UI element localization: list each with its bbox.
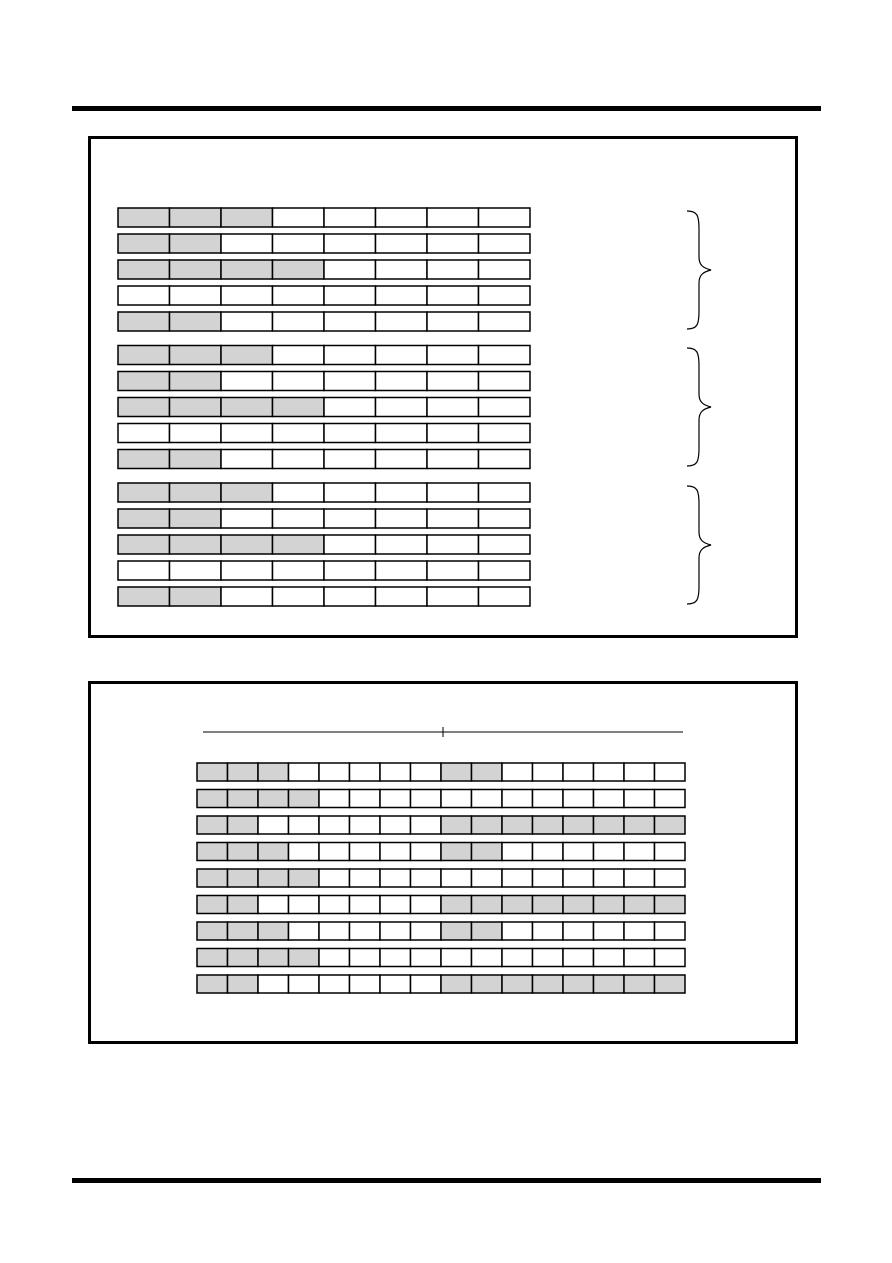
fig2-cell-r9-c14 bbox=[594, 975, 625, 993]
figure-2-cell-grid bbox=[91, 684, 795, 1041]
fig1-cell-g3-r4-c1 bbox=[118, 561, 170, 580]
fig1-cell-g1-r5-c8 bbox=[479, 312, 531, 331]
fig2-cell-r6-c4 bbox=[289, 896, 320, 914]
fig2-cell-r1-c7 bbox=[380, 763, 411, 781]
fig2-cell-r8-c5 bbox=[319, 949, 350, 967]
fig2-cell-r2-c14 bbox=[594, 790, 625, 808]
fig2-cell-r4-c11 bbox=[502, 843, 533, 861]
fig1-cell-g1-r2-c6 bbox=[376, 234, 428, 253]
fig1-cell-g1-r4-c1 bbox=[118, 286, 170, 305]
group-1-brace bbox=[681, 209, 721, 331]
fig1-cell-g2-r1-c3 bbox=[221, 346, 273, 365]
fig1-cell-g1-r5-c3 bbox=[221, 312, 273, 331]
fig1-cell-g2-r4-c6 bbox=[376, 424, 428, 443]
fig2-cell-r3-c6 bbox=[350, 816, 381, 834]
fig2-cell-r8-c7 bbox=[380, 949, 411, 967]
fig2-cell-r5-c3 bbox=[258, 869, 289, 887]
fig2-cell-r6-c16 bbox=[655, 896, 686, 914]
top-rule bbox=[72, 106, 821, 111]
fig1-cell-g1-r3-c5 bbox=[324, 260, 376, 279]
fig2-cell-r1-c2 bbox=[228, 763, 259, 781]
fig2-cell-r7-c8 bbox=[411, 922, 442, 940]
fig2-cell-r8-c16 bbox=[655, 949, 686, 967]
fig1-cell-g3-r1-c8 bbox=[479, 483, 531, 502]
fig2-cell-r5-c8 bbox=[411, 869, 442, 887]
fig1-cell-g3-r5-c1 bbox=[118, 587, 170, 606]
fig1-cell-g3-r2-c1 bbox=[118, 509, 170, 528]
fig2-cell-r7-c12 bbox=[533, 922, 564, 940]
fig1-cell-g3-r5-c2 bbox=[170, 587, 222, 606]
fig2-cell-r1-c5 bbox=[319, 763, 350, 781]
fig2-cell-r1-c15 bbox=[624, 763, 655, 781]
fig2-cell-r5-c7 bbox=[380, 869, 411, 887]
fig1-cell-g2-r2-c7 bbox=[427, 372, 479, 391]
fig1-cell-g3-r3-c3 bbox=[221, 535, 273, 554]
fig2-cell-r3-c12 bbox=[533, 816, 564, 834]
fig1-cell-g2-r4-c2 bbox=[170, 424, 222, 443]
fig1-cell-g2-r5-c5 bbox=[324, 450, 376, 469]
fig1-cell-g1-r2-c5 bbox=[324, 234, 376, 253]
fig1-cell-g2-r1-c7 bbox=[427, 346, 479, 365]
fig1-cell-g2-r5-c8 bbox=[479, 450, 531, 469]
fig1-cell-g2-r1-c5 bbox=[324, 346, 376, 365]
fig2-cell-r8-c4 bbox=[289, 949, 320, 967]
fig2-cell-r6-c8 bbox=[411, 896, 442, 914]
fig2-cell-r7-c11 bbox=[502, 922, 533, 940]
fig1-cell-g1-r5-c7 bbox=[427, 312, 479, 331]
fig2-cell-r5-c15 bbox=[624, 869, 655, 887]
fig2-cell-r9-c16 bbox=[655, 975, 686, 993]
fig1-cell-g2-r4-c7 bbox=[427, 424, 479, 443]
fig2-cell-r6-c14 bbox=[594, 896, 625, 914]
fig2-cell-r3-c8 bbox=[411, 816, 442, 834]
fig1-cell-g2-r3-c1 bbox=[118, 398, 170, 417]
fig2-cell-r9-c1 bbox=[197, 975, 228, 993]
fig2-cell-r7-c4 bbox=[289, 922, 320, 940]
fig2-cell-r9-c11 bbox=[502, 975, 533, 993]
fig2-cell-r1-c1 bbox=[197, 763, 228, 781]
fig1-cell-g2-r1-c6 bbox=[376, 346, 428, 365]
fig2-cell-r2-c11 bbox=[502, 790, 533, 808]
fig2-cell-r2-c3 bbox=[258, 790, 289, 808]
fig2-cell-r9-c7 bbox=[380, 975, 411, 993]
group-3-brace bbox=[681, 484, 721, 606]
fig1-cell-g1-r1-c2 bbox=[170, 208, 222, 227]
fig1-cell-g2-r2-c6 bbox=[376, 372, 428, 391]
fig1-cell-g3-r3-c4 bbox=[273, 535, 325, 554]
fig2-cell-r4-c10 bbox=[472, 843, 503, 861]
figure-1-frame bbox=[88, 136, 798, 638]
fig2-cell-r3-c16 bbox=[655, 816, 686, 834]
fig1-cell-g2-r1-c2 bbox=[170, 346, 222, 365]
fig1-cell-g1-r4-c7 bbox=[427, 286, 479, 305]
fig1-cell-g3-r4-c6 bbox=[376, 561, 428, 580]
fig1-cell-g2-r4-c4 bbox=[273, 424, 325, 443]
fig1-cell-g1-r2-c2 bbox=[170, 234, 222, 253]
fig1-cell-g1-r4-c8 bbox=[479, 286, 531, 305]
fig2-cell-r9-c8 bbox=[411, 975, 442, 993]
fig1-cell-g2-r4-c3 bbox=[221, 424, 273, 443]
fig2-cell-r7-c9 bbox=[441, 922, 472, 940]
fig2-cell-r6-c3 bbox=[258, 896, 289, 914]
fig2-cell-r5-c12 bbox=[533, 869, 564, 887]
fig1-cell-g3-r2-c6 bbox=[376, 509, 428, 528]
fig2-cell-r7-c14 bbox=[594, 922, 625, 940]
fig2-cell-r1-c12 bbox=[533, 763, 564, 781]
fig1-cell-g2-r3-c2 bbox=[170, 398, 222, 417]
fig2-cell-r9-c5 bbox=[319, 975, 350, 993]
fig2-cell-r4-c1 bbox=[197, 843, 228, 861]
fig1-cell-g3-r2-c5 bbox=[324, 509, 376, 528]
fig2-cell-r9-c4 bbox=[289, 975, 320, 993]
fig2-cell-r3-c7 bbox=[380, 816, 411, 834]
fig1-cell-g2-r5-c6 bbox=[376, 450, 428, 469]
fig2-cell-r7-c1 bbox=[197, 922, 228, 940]
fig1-cell-g3-r4-c2 bbox=[170, 561, 222, 580]
fig2-cell-r9-c12 bbox=[533, 975, 564, 993]
fig1-cell-g2-r4-c1 bbox=[118, 424, 170, 443]
fig2-cell-r5-c1 bbox=[197, 869, 228, 887]
fig1-cell-g1-r4-c3 bbox=[221, 286, 273, 305]
fig1-cell-g2-r5-c4 bbox=[273, 450, 325, 469]
fig1-cell-g1-r4-c4 bbox=[273, 286, 325, 305]
fig1-cell-g2-r4-c8 bbox=[479, 424, 531, 443]
fig2-cell-r4-c13 bbox=[563, 843, 594, 861]
fig2-cell-r2-c6 bbox=[350, 790, 381, 808]
fig2-cell-r8-c13 bbox=[563, 949, 594, 967]
fig1-cell-g3-r1-c6 bbox=[376, 483, 428, 502]
fig2-cell-r2-c8 bbox=[411, 790, 442, 808]
fig1-cell-g3-r3-c1 bbox=[118, 535, 170, 554]
fig1-cell-g3-r2-c2 bbox=[170, 509, 222, 528]
fig2-cell-r2-c7 bbox=[380, 790, 411, 808]
fig2-cell-r4-c9 bbox=[441, 843, 472, 861]
fig1-cell-g3-r5-c4 bbox=[273, 587, 325, 606]
fig1-cell-g1-r2-c3 bbox=[221, 234, 273, 253]
fig2-cell-r5-c10 bbox=[472, 869, 503, 887]
fig1-cell-g3-r3-c7 bbox=[427, 535, 479, 554]
fig2-cell-r7-c6 bbox=[350, 922, 381, 940]
fig2-cell-r5-c14 bbox=[594, 869, 625, 887]
fig2-cell-r6-c15 bbox=[624, 896, 655, 914]
fig2-cell-r8-c6 bbox=[350, 949, 381, 967]
fig2-cell-r1-c10 bbox=[472, 763, 503, 781]
fig1-cell-g1-r1-c3 bbox=[221, 208, 273, 227]
fig2-cell-r6-c11 bbox=[502, 896, 533, 914]
fig1-cell-g3-r3-c5 bbox=[324, 535, 376, 554]
fig2-cell-r5-c2 bbox=[228, 869, 259, 887]
fig2-cell-r3-c14 bbox=[594, 816, 625, 834]
fig2-cell-r2-c9 bbox=[441, 790, 472, 808]
fig2-cell-r7-c5 bbox=[319, 922, 350, 940]
fig1-cell-g3-r5-c3 bbox=[221, 587, 273, 606]
fig1-cell-g2-r5-c1 bbox=[118, 450, 170, 469]
fig1-cell-g1-r3-c6 bbox=[376, 260, 428, 279]
fig2-cell-r5-c5 bbox=[319, 869, 350, 887]
fig2-cell-r5-c13 bbox=[563, 869, 594, 887]
fig2-cell-r4-c15 bbox=[624, 843, 655, 861]
fig2-cell-r8-c10 bbox=[472, 949, 503, 967]
fig1-cell-g3-r1-c1 bbox=[118, 483, 170, 502]
fig1-cell-g3-r2-c8 bbox=[479, 509, 531, 528]
fig1-cell-g3-r3-c2 bbox=[170, 535, 222, 554]
fig2-cell-r7-c3 bbox=[258, 922, 289, 940]
fig2-cell-r8-c9 bbox=[441, 949, 472, 967]
fig2-cell-r8-c3 bbox=[258, 949, 289, 967]
fig2-cell-r3-c15 bbox=[624, 816, 655, 834]
fig2-cell-r3-c13 bbox=[563, 816, 594, 834]
fig1-cell-g2-r2-c5 bbox=[324, 372, 376, 391]
fig2-cell-r5-c16 bbox=[655, 869, 686, 887]
fig2-cell-r4-c7 bbox=[380, 843, 411, 861]
fig2-cell-r1-c9 bbox=[441, 763, 472, 781]
fig1-cell-g2-r3-c8 bbox=[479, 398, 531, 417]
fig1-cell-g1-r3-c8 bbox=[479, 260, 531, 279]
fig2-cell-r8-c2 bbox=[228, 949, 259, 967]
fig2-cell-r8-c12 bbox=[533, 949, 564, 967]
fig1-cell-g3-r5-c6 bbox=[376, 587, 428, 606]
fig2-cell-r4-c12 bbox=[533, 843, 564, 861]
fig1-cell-g1-r4-c6 bbox=[376, 286, 428, 305]
fig2-cell-r7-c2 bbox=[228, 922, 259, 940]
fig1-cell-g1-r3-c7 bbox=[427, 260, 479, 279]
fig1-cell-g1-r1-c6 bbox=[376, 208, 428, 227]
fig2-cell-r9-c15 bbox=[624, 975, 655, 993]
fig2-cell-r5-c11 bbox=[502, 869, 533, 887]
fig1-cell-g1-r2-c8 bbox=[479, 234, 531, 253]
fig2-cell-r4-c5 bbox=[319, 843, 350, 861]
fig2-cell-r1-c11 bbox=[502, 763, 533, 781]
fig2-cell-r4-c16 bbox=[655, 843, 686, 861]
fig1-cell-g3-r1-c5 bbox=[324, 483, 376, 502]
fig2-cell-r1-c8 bbox=[411, 763, 442, 781]
fig1-cell-g2-r5-c2 bbox=[170, 450, 222, 469]
fig1-cell-g1-r4-c5 bbox=[324, 286, 376, 305]
fig2-cell-r2-c5 bbox=[319, 790, 350, 808]
fig1-cell-g2-r1-c4 bbox=[273, 346, 325, 365]
fig1-cell-g3-r5-c5 bbox=[324, 587, 376, 606]
fig2-cell-r4-c6 bbox=[350, 843, 381, 861]
fig1-cell-g2-r5-c7 bbox=[427, 450, 479, 469]
fig2-cell-r1-c3 bbox=[258, 763, 289, 781]
fig1-cell-g1-r3-c3 bbox=[221, 260, 273, 279]
fig1-cell-g2-r2-c2 bbox=[170, 372, 222, 391]
fig1-cell-g1-r2-c4 bbox=[273, 234, 325, 253]
fig1-cell-g3-r2-c4 bbox=[273, 509, 325, 528]
fig1-cell-g2-r3-c5 bbox=[324, 398, 376, 417]
bottom-rule bbox=[72, 1178, 821, 1183]
fig2-cell-r9-c10 bbox=[472, 975, 503, 993]
fig1-cell-g2-r2-c8 bbox=[479, 372, 531, 391]
fig1-cell-g2-r2-c1 bbox=[118, 372, 170, 391]
fig2-cell-r5-c6 bbox=[350, 869, 381, 887]
fig2-cell-r8-c8 bbox=[411, 949, 442, 967]
fig2-cell-r1-c6 bbox=[350, 763, 381, 781]
fig2-cell-r6-c9 bbox=[441, 896, 472, 914]
fig1-cell-g2-r2-c4 bbox=[273, 372, 325, 391]
fig2-cell-r8-c15 bbox=[624, 949, 655, 967]
fig1-cell-g1-r3-c4 bbox=[273, 260, 325, 279]
fig1-cell-g2-r2-c3 bbox=[221, 372, 273, 391]
fig2-cell-r3-c10 bbox=[472, 816, 503, 834]
fig1-cell-g1-r1-c7 bbox=[427, 208, 479, 227]
fig1-cell-g2-r5-c3 bbox=[221, 450, 273, 469]
fig1-cell-g1-r3-c1 bbox=[118, 260, 170, 279]
fig2-cell-r7-c16 bbox=[655, 922, 686, 940]
fig2-cell-r3-c3 bbox=[258, 816, 289, 834]
fig1-cell-g2-r1-c1 bbox=[118, 346, 170, 365]
fig2-cell-r3-c1 bbox=[197, 816, 228, 834]
fig2-cell-r5-c9 bbox=[441, 869, 472, 887]
fig1-cell-g2-r3-c7 bbox=[427, 398, 479, 417]
fig2-cell-r9-c6 bbox=[350, 975, 381, 993]
fig2-cell-r9-c13 bbox=[563, 975, 594, 993]
fig2-cell-r7-c15 bbox=[624, 922, 655, 940]
fig2-cell-r2-c2 bbox=[228, 790, 259, 808]
fig2-cell-r3-c4 bbox=[289, 816, 320, 834]
fig2-cell-r1-c16 bbox=[655, 763, 686, 781]
fig2-cell-r3-c11 bbox=[502, 816, 533, 834]
fig1-cell-g2-r3-c6 bbox=[376, 398, 428, 417]
fig2-cell-r9-c3 bbox=[258, 975, 289, 993]
fig1-cell-g3-r2-c7 bbox=[427, 509, 479, 528]
fig2-cell-r6-c1 bbox=[197, 896, 228, 914]
fig1-cell-g3-r5-c8 bbox=[479, 587, 531, 606]
fig2-cell-r4-c4 bbox=[289, 843, 320, 861]
fig2-cell-r6-c5 bbox=[319, 896, 350, 914]
fig2-cell-r1-c13 bbox=[563, 763, 594, 781]
fig2-cell-r4-c14 bbox=[594, 843, 625, 861]
fig2-cell-r7-c10 bbox=[472, 922, 503, 940]
fig2-cell-r8-c14 bbox=[594, 949, 625, 967]
fig2-cell-r6-c10 bbox=[472, 896, 503, 914]
fig1-cell-g3-r5-c7 bbox=[427, 587, 479, 606]
fig2-cell-r3-c9 bbox=[441, 816, 472, 834]
fig1-cell-g3-r2-c3 bbox=[221, 509, 273, 528]
fig1-cell-g1-r1-c1 bbox=[118, 208, 170, 227]
fig2-cell-r8-c11 bbox=[502, 949, 533, 967]
fig2-cell-r2-c1 bbox=[197, 790, 228, 808]
fig1-cell-g3-r1-c7 bbox=[427, 483, 479, 502]
fig2-cell-r3-c5 bbox=[319, 816, 350, 834]
fig2-cell-r6-c7 bbox=[380, 896, 411, 914]
fig1-cell-g1-r1-c8 bbox=[479, 208, 531, 227]
fig1-cell-g1-r3-c2 bbox=[170, 260, 222, 279]
fig2-cell-r2-c16 bbox=[655, 790, 686, 808]
fig1-cell-g3-r3-c8 bbox=[479, 535, 531, 554]
fig2-cell-r2-c15 bbox=[624, 790, 655, 808]
fig2-cell-r2-c10 bbox=[472, 790, 503, 808]
fig1-cell-g1-r5-c1 bbox=[118, 312, 170, 331]
fig1-cell-g2-r3-c4 bbox=[273, 398, 325, 417]
fig1-cell-g1-r2-c1 bbox=[118, 234, 170, 253]
fig2-cell-r6-c13 bbox=[563, 896, 594, 914]
fig1-cell-g1-r5-c4 bbox=[273, 312, 325, 331]
fig2-cell-r2-c12 bbox=[533, 790, 564, 808]
fig1-cell-g3-r1-c4 bbox=[273, 483, 325, 502]
fig2-cell-r1-c14 bbox=[594, 763, 625, 781]
fig2-cell-r4-c2 bbox=[228, 843, 259, 861]
fig1-cell-g3-r4-c7 bbox=[427, 561, 479, 580]
fig2-cell-r5-c4 bbox=[289, 869, 320, 887]
fig2-cell-r6-c12 bbox=[533, 896, 564, 914]
fig2-cell-r8-c1 bbox=[197, 949, 228, 967]
fig2-cell-r1-c4 bbox=[289, 763, 320, 781]
fig1-cell-g3-r1-c2 bbox=[170, 483, 222, 502]
fig1-cell-g3-r4-c4 bbox=[273, 561, 325, 580]
fig1-cell-g3-r3-c6 bbox=[376, 535, 428, 554]
fig2-cell-r3-c2 bbox=[228, 816, 259, 834]
group-2-brace bbox=[681, 346, 721, 468]
fig2-cell-r4-c8 bbox=[411, 843, 442, 861]
fig2-cell-r6-c6 bbox=[350, 896, 381, 914]
fig2-cell-r2-c4 bbox=[289, 790, 320, 808]
fig1-cell-g1-r5-c2 bbox=[170, 312, 222, 331]
fig1-cell-g1-r2-c7 bbox=[427, 234, 479, 253]
fig1-cell-g1-r1-c4 bbox=[273, 208, 325, 227]
fig2-cell-r9-c2 bbox=[228, 975, 259, 993]
fig2-cell-r9-c9 bbox=[441, 975, 472, 993]
fig2-cell-r4-c3 bbox=[258, 843, 289, 861]
fig1-cell-g2-r3-c3 bbox=[221, 398, 273, 417]
fig1-cell-g3-r4-c8 bbox=[479, 561, 531, 580]
fig2-cell-r7-c7 bbox=[380, 922, 411, 940]
figure-2-frame bbox=[88, 681, 798, 1044]
fig1-cell-g1-r1-c5 bbox=[324, 208, 376, 227]
fig1-cell-g1-r5-c5 bbox=[324, 312, 376, 331]
fig2-cell-r2-c13 bbox=[563, 790, 594, 808]
fig1-cell-g1-r4-c2 bbox=[170, 286, 222, 305]
fig2-cell-r7-c13 bbox=[563, 922, 594, 940]
fig1-cell-g3-r1-c3 bbox=[221, 483, 273, 502]
fig1-cell-g2-r1-c8 bbox=[479, 346, 531, 365]
fig1-cell-g1-r5-c6 bbox=[376, 312, 428, 331]
fig1-cell-g3-r4-c3 bbox=[221, 561, 273, 580]
fig1-cell-g3-r4-c5 bbox=[324, 561, 376, 580]
fig2-cell-r6-c2 bbox=[228, 896, 259, 914]
fig1-cell-g2-r4-c5 bbox=[324, 424, 376, 443]
